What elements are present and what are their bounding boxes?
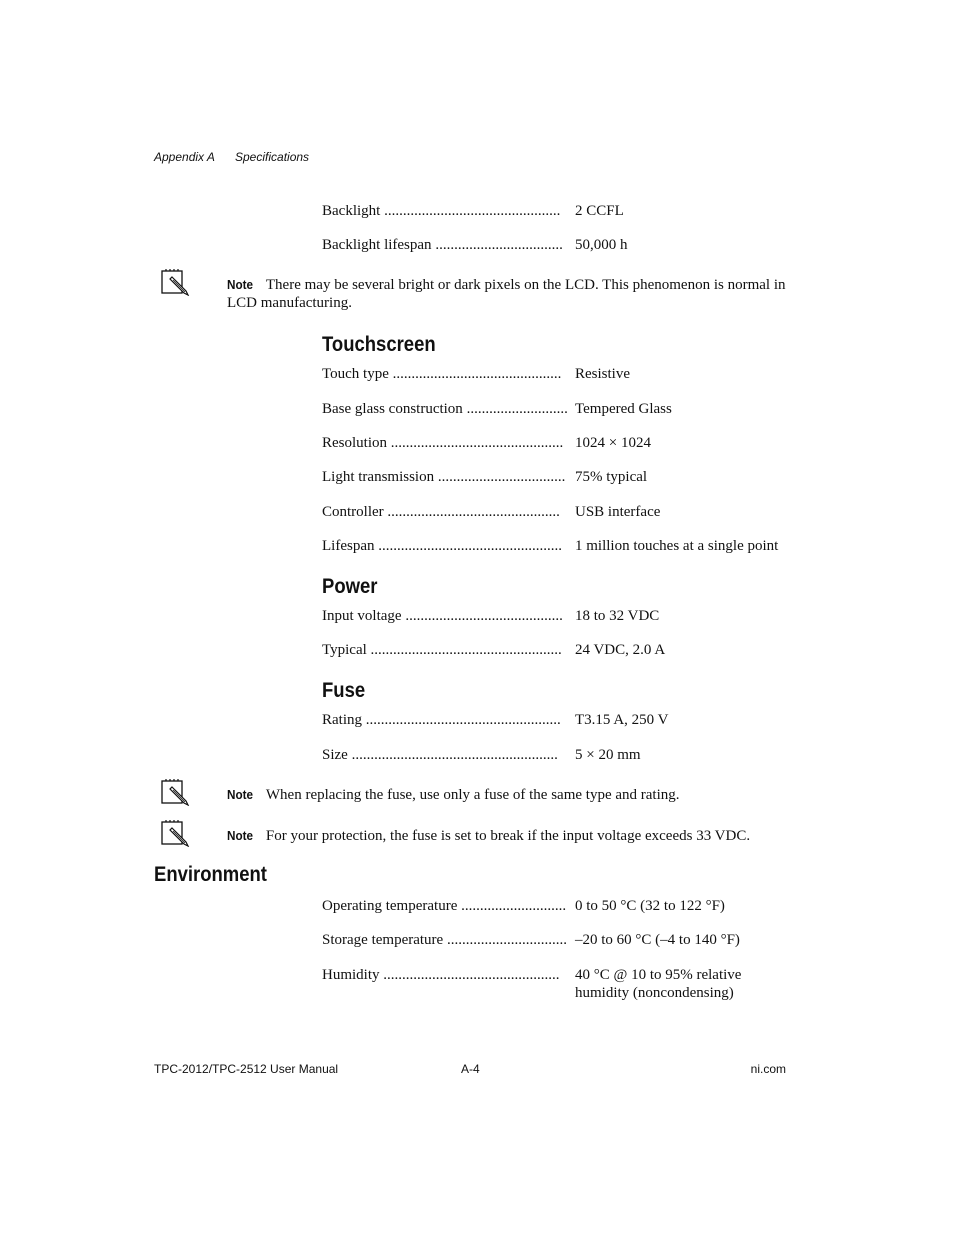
leader-dots: ................................	[443, 932, 567, 948]
spec-value: Resistive	[575, 366, 630, 382]
footer-site-link[interactable]: ni.com	[750, 1062, 786, 1076]
leader-dots: ..........................................	[401, 608, 563, 624]
header-title: Specifications	[235, 150, 310, 164]
spec-label: Size	[322, 747, 348, 763]
spec-value: 1 million touches at a single point	[575, 538, 779, 554]
spec-label: Typical	[322, 642, 367, 658]
note-pencil-icon	[160, 268, 190, 296]
spec-value: 75% typical	[575, 469, 648, 485]
spec-row	[322, 434, 792, 456]
spec-value: 5 × 20 mm	[575, 747, 641, 763]
spec-value: 1024 × 1024	[575, 435, 651, 451]
spec-value: 0 to 50 °C (32 to 122 °F)	[575, 898, 725, 914]
section-heading-fuse: Fuse	[322, 679, 366, 702]
spec-label: Humidity	[322, 967, 380, 983]
leader-dots: ...........................	[462, 401, 568, 417]
leader-dots: ..................................	[431, 237, 563, 253]
spec-label: Backlight	[322, 203, 381, 219]
spec-label: Controller	[322, 504, 384, 520]
leader-dots: ....................................................	[362, 712, 561, 728]
spec-row	[322, 236, 792, 258]
spec-value: 24 VDC, 2.0 A	[575, 642, 666, 658]
spec-label: Input voltage	[322, 608, 402, 624]
spec-label: Rating	[322, 712, 362, 728]
spec-row	[322, 607, 792, 629]
note-pencil-icon	[160, 778, 190, 806]
spec-value: T3.15 A, 250 V	[575, 712, 669, 728]
note-block	[227, 786, 789, 804]
spec-label: Operating temperature	[322, 898, 458, 914]
spec-label: Light transmission	[322, 469, 435, 485]
note-pencil-icon	[160, 819, 190, 847]
header-section: Appendix A	[154, 150, 215, 164]
spec-value: –20 to 60 °C (–4 to 140 °F)	[575, 932, 740, 948]
spec-value: 40 °C @ 10 to 95% relative humidity (noncondensing)	[575, 967, 742, 1001]
section-heading-touchscreen: Touchscreen	[322, 333, 436, 356]
leader-dots: ...............................................	[379, 967, 560, 983]
spec-row	[322, 641, 792, 663]
section-heading-power: Power	[322, 575, 378, 598]
note-label: Note	[227, 787, 254, 802]
spec-row	[322, 931, 792, 953]
leader-dots: ..............................................	[387, 435, 564, 451]
spec-row	[322, 711, 792, 733]
spec-value: 50,000 h	[575, 237, 628, 253]
leader-dots: .................................................	[374, 538, 562, 554]
note-block	[227, 827, 789, 845]
spec-label: Touch type	[322, 366, 389, 382]
spec-row	[322, 966, 792, 1006]
spec-row	[322, 537, 792, 559]
spec-value: 2 CCFL	[575, 203, 624, 219]
leader-dots: .............................................	[388, 366, 562, 382]
leader-dots: .......................................................	[347, 747, 558, 763]
note-block	[227, 276, 789, 312]
note-text: For your protection, the fuse is set to break if the input voltage exceeds 33 VDC.	[265, 828, 751, 844]
note-label: Note	[227, 828, 254, 843]
spec-row	[322, 897, 792, 919]
section-heading-environment: Environment	[154, 863, 267, 886]
spec-label: Lifespan	[322, 538, 375, 554]
spec-value: 18 to 32 VDC	[575, 608, 660, 624]
spec-label: Resolution	[322, 435, 388, 451]
note-text: There may be several bright or dark pixels on the LCD. This phenomenon is normal in LCD manufacturing.	[227, 277, 786, 311]
spec-label: Storage temperature	[322, 932, 444, 948]
spec-label: Base glass construction	[322, 401, 463, 417]
spec-row	[322, 202, 792, 224]
spec-row	[322, 746, 792, 768]
leader-dots: ..............................................	[383, 504, 560, 520]
leader-dots: ...................................................	[366, 642, 562, 658]
leader-dots: ...............................................	[380, 203, 561, 219]
note-text: When replacing the fuse, use only a fuse of the same type and rating.	[265, 787, 680, 803]
leader-dots: ..................................	[434, 469, 566, 485]
spec-row	[322, 503, 792, 525]
footer-manual-title: TPC-2012/TPC-2512 User Manual	[154, 1062, 339, 1076]
spec-value: USB interface	[575, 504, 661, 520]
spec-row	[322, 365, 792, 387]
leader-dots: ............................	[457, 898, 567, 914]
spec-row	[322, 400, 792, 422]
note-label: Note	[227, 277, 254, 292]
spec-label: Backlight lifespan	[322, 237, 432, 253]
footer-page-number: A-4	[461, 1062, 480, 1076]
spec-value: Tempered Glass	[575, 401, 672, 417]
spec-row	[322, 468, 792, 490]
